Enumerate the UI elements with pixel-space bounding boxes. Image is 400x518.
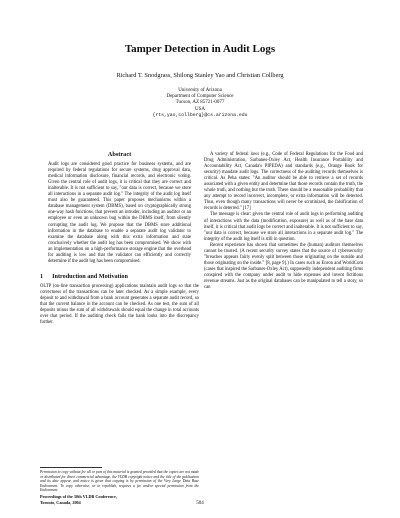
abstract-body	[40, 162, 199, 265]
section-title: Introduction and Motivation	[52, 272, 128, 280]
affiliation-country: USA	[194, 106, 205, 112]
copyright-footnote	[40, 470, 199, 505]
affiliation-university: University of Arizona	[178, 88, 222, 93]
intro-paragraph-3: The message is clear: given the central role of audit logs in performing auditing of interactions with the data (modification, exposure) as well as of the base data itself, it is critical that audit logs be correct and inalterable. It is not sufficient to say, "our data is correct, because we store all interactions in a separate audit log." The integrity of the audit log itself is still in question.	[204, 212, 363, 242]
right-column	[204, 152, 363, 291]
left-column	[40, 152, 199, 326]
copyright-notice: Permission to copy without fee all or part of this material is granted provided that the copies are not made or distributed for direct commercial advantage, the VLDB copyright notice and the title of the publication and its date appear, and notice is given that copying is by permission of the Very Large Data Base Endowment. To copy otherwise, or to republish, requires a fee and/or special permission from the Endowment.	[40, 470, 199, 493]
intro-paragraph-4: Recent experience has shown that sometimes the (human) auditors themselves cannot be trusted. (A recent security survey states that the source of cybersecurity "breaches appears fairly evenly split between those originating on the outside and those originating on the inside." [8, page 9].) In cases such as Enron and WorldCom (cases that inspired the Sarbanes-Oxley Act), supposedly independent auditing firms conspired with the company under audit to hide expenses and invent fictitious revenue streams. Just as the original databases can be manipulated to tell a story, so can	[204, 242, 363, 291]
author-email: {rts,yao,collberg}@cs.arizona.edu	[152, 112, 248, 118]
intro-paragraph-1: OLTP (on-line transaction processing) applications maintain audit logs so that the correctness of the transactions can be later checked. As a simple example, every deposit to and withdrawal from a bank account generates a separate audit record, so that the current balance in the account can be checked. As one test, the sum of all deposits minus the sum of all withdrawals should equal the change in total accounts over that period. If the auditing check fails the bank looks into the discrepancy further.	[40, 283, 199, 326]
proceedings-place: Toronto, Canada, 2004	[40, 499, 81, 505]
author-list: Richard T. Snodgrass, Shilong Stanley Yao and Christian Collberg	[116, 72, 284, 79]
affiliation-block	[0, 88, 400, 119]
section-number: 1	[40, 272, 44, 280]
affiliation-department: Department of Computer Science	[166, 94, 234, 100]
footnote-divider	[40, 467, 102, 468]
abstract-text: Audit logs are considered good practice for business systems, and are required by federal regulations for secure systems, drug approval data, medical information disclosure, financial records, and electronic voting. Given the central role of audit logs, it is critical that they are correct and inalterable. It is not sufficient to say, "our data is correct, because we store all interactions in a separate audit log." The integrity of the audit log itself must also be guaranteed. This paper proposes mechanisms within a database management system (DBMS), based on cryptographically strong one-way hash functions, that prevent an intruder, including an auditor or an employee or even an unknown bug within the DBMS itself, from silently corrupting the audit log. We propose that the DBMS store additional information in the database to enable a separate audit log validator to examine the database along with this extra information and state conclusively whether the audit log has been compromised. We show with an implementation on a high-performance storage engine that the overhead for auditing is low and that the validator can efficiently and correctly determine if the audit log has been compromised.	[48, 162, 191, 264]
abstract-heading: Abstract	[107, 151, 132, 158]
intro-paragraph-2: A variety of federal laws (e.g., Code of Federal Regulations for the Food and Drug Administration, Sarbanes-Oxley Act, Health Insurance Portability and Accountability Act, Canada's PIPEDA) and standards (e.g., Orange Book for security) mandate audit logs. The correctness of the auditing records themselves is critical. As Peha states: "An auditor should be able to retrieve a set of records associated with a given entity and determine that those records contain the truth, the whole truth, and nothing but the truth. There should be a reasonable probability that any attempt to record incorrect, incomplete, or extra information will be detected. Thus, even though many transactions will never be scrutinized, the falsification of records is deterred." [17]	[204, 152, 363, 212]
affiliation-city: Tucson, AZ 85721-0077	[175, 100, 225, 106]
paper-title: Tamper Detection in Audit Logs	[124, 43, 276, 55]
section-heading	[40, 274, 199, 280]
proceedings-line: Proceedings of the 30th VLDB Conference,	[40, 493, 117, 499]
page-number: 504	[196, 501, 204, 506]
